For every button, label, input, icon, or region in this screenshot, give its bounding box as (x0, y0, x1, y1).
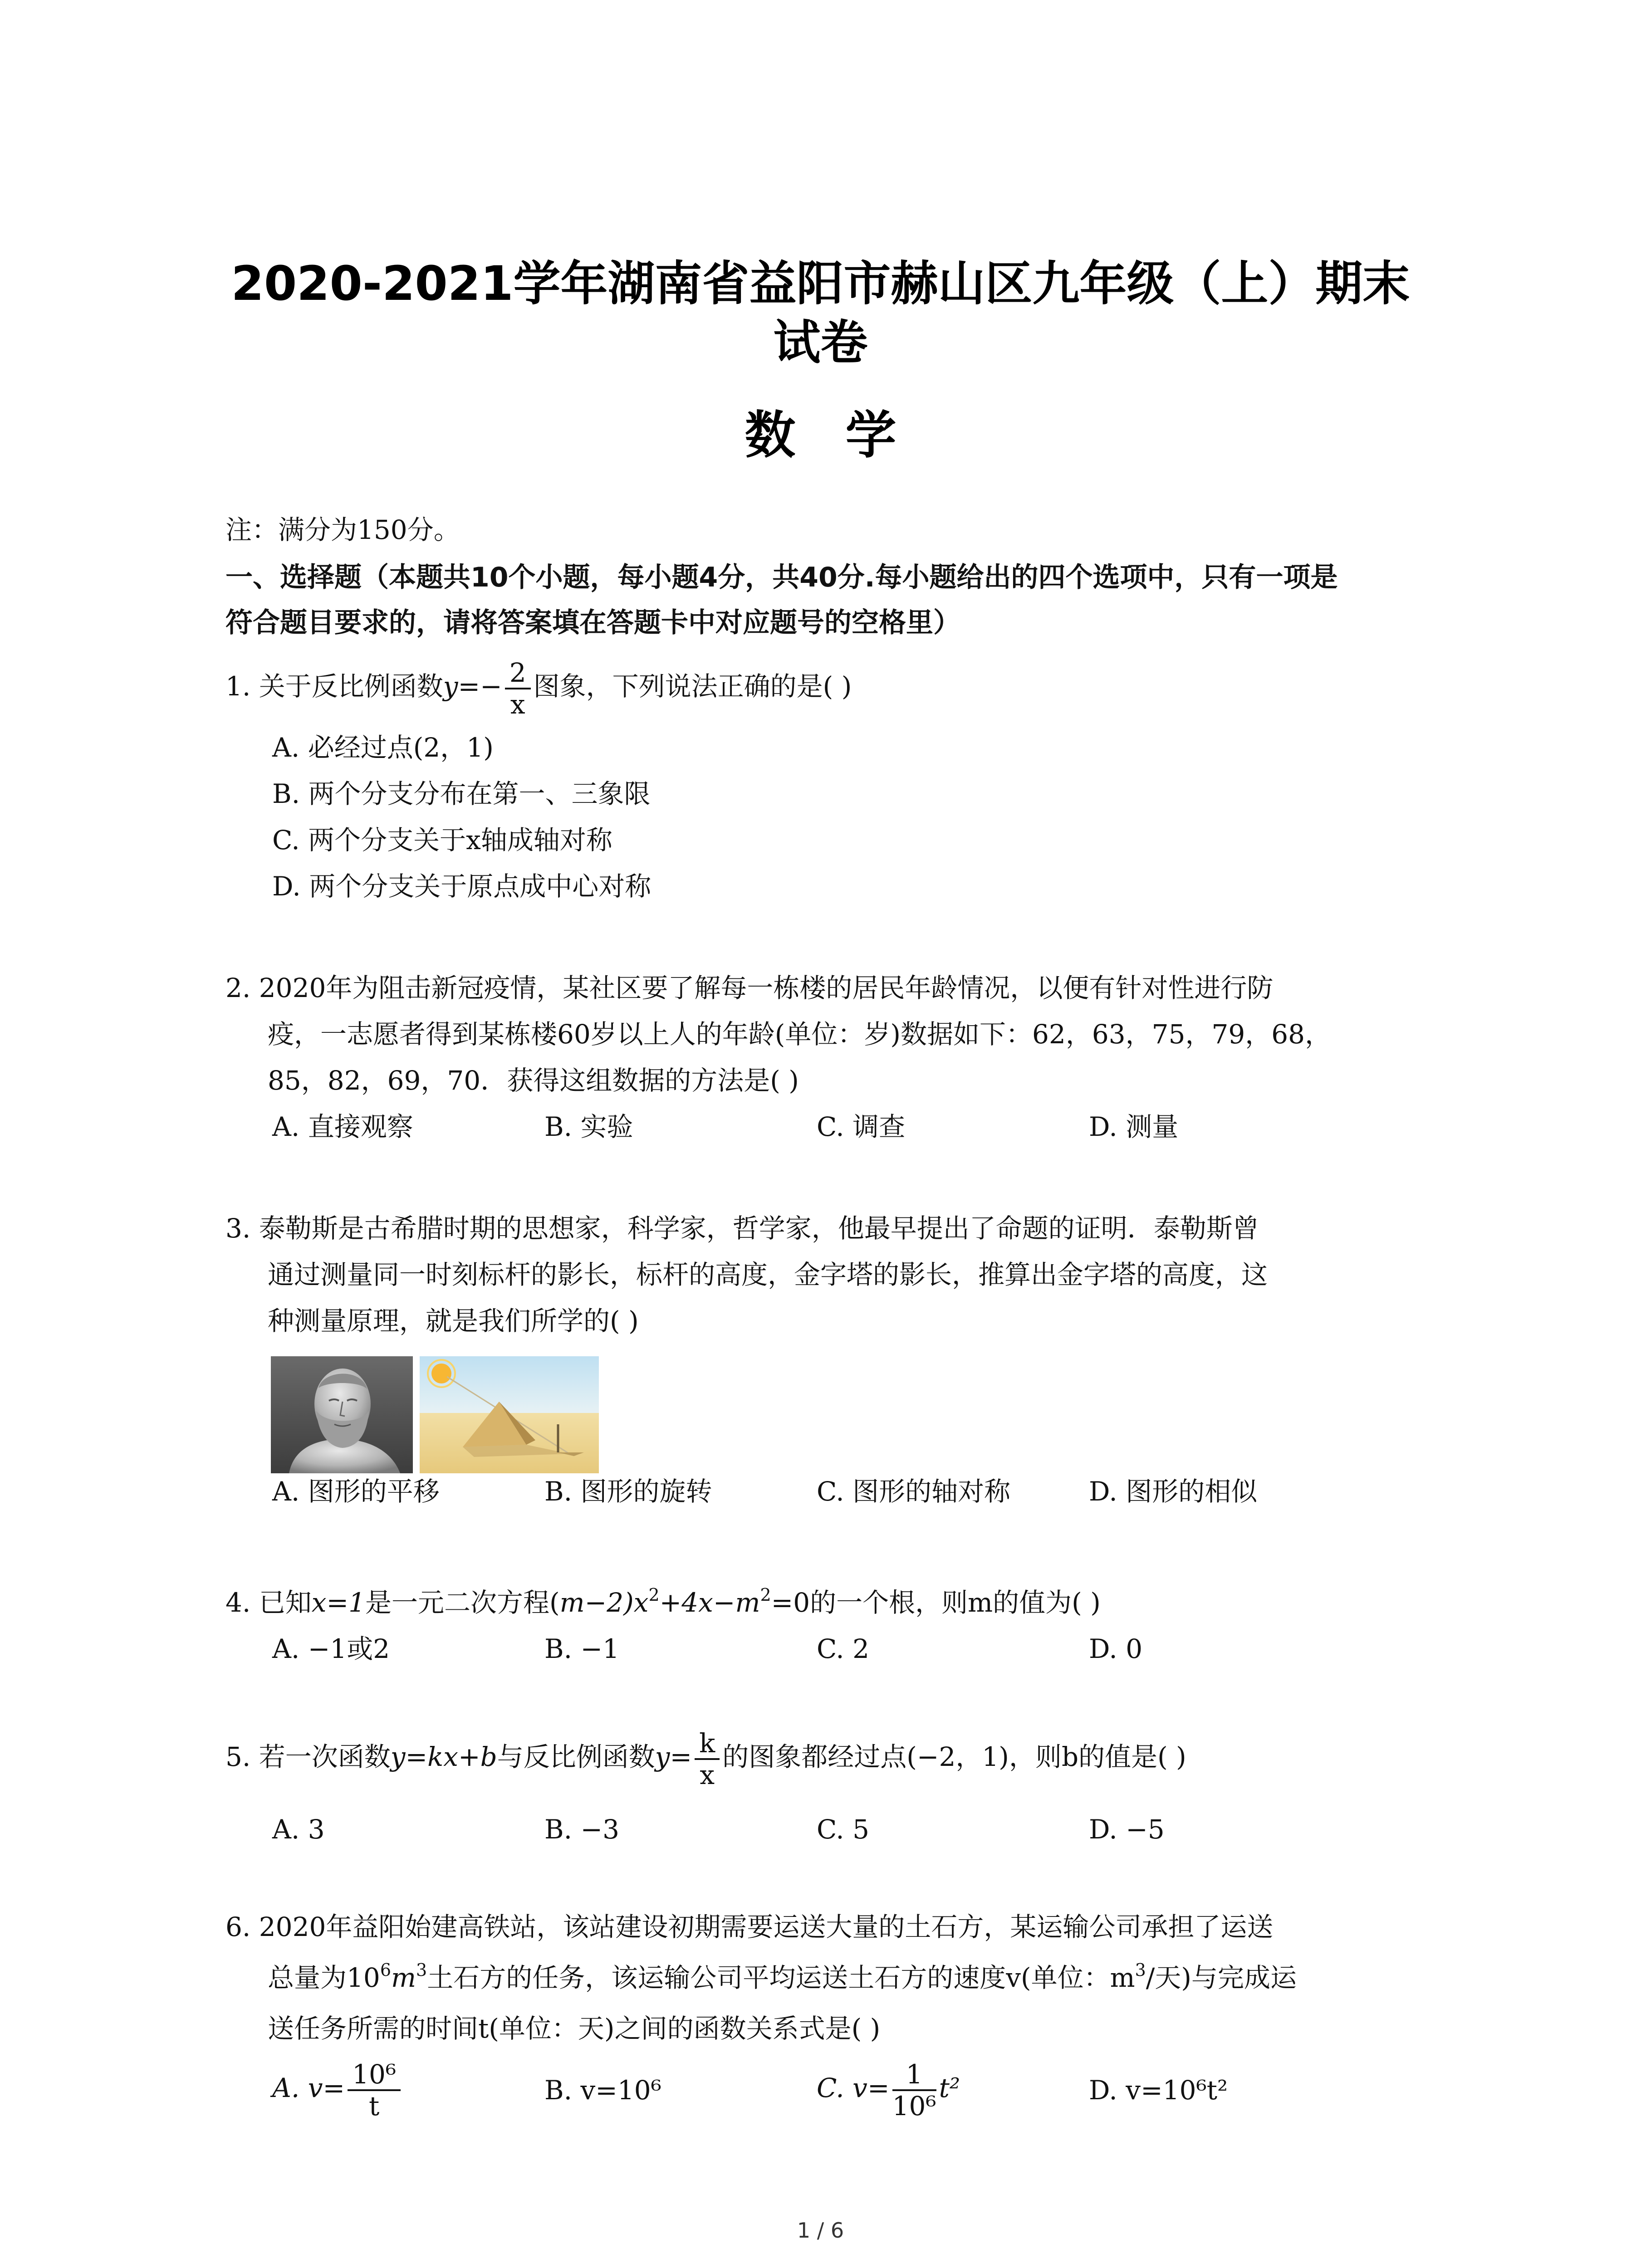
q6-option-c (817, 2059, 960, 2121)
q5-func: y= (655, 1741, 692, 1773)
q6-line3: 送任务所需的时间t(单位：天)之间的函数关系式是( ) (268, 2013, 881, 2044)
q5-fraction (695, 1728, 720, 1790)
q3-line2: 通过测量同一时刻标杆的影长，标杆的高度，金字塔的影长，推算出金字塔的高度，这 (268, 1259, 1268, 1290)
q4-term2: +4x−m (659, 1587, 760, 1618)
exam-title-line2: 试卷 (773, 315, 868, 370)
subject-title: 数学 (745, 406, 946, 465)
q1-func: y=− (443, 671, 502, 702)
q5-frac-den: x (700, 1760, 715, 1790)
q3-option-a: A. 图形的平移 (272, 1476, 440, 1507)
section1-heading-line2: 符合题目要求的，请将答案填在答题卡中对应题号的空格里） (225, 607, 960, 639)
q6-line2-d: /天)与完成运 (1146, 1962, 1297, 1993)
q6-line2 (268, 1960, 1297, 1995)
q6-line2-c: 土石方的任务，该运输公司平均运送土石方的速度v(单位：m (427, 1962, 1135, 1993)
q1-tail: 图象，下列说法正确的是( ) (533, 671, 852, 702)
q4-tail: =0的一个根，则m的值为( ) (771, 1587, 1101, 1618)
q5-option-c: C. 5 (817, 1814, 870, 1845)
q2-option-a: A. 直接观察 (272, 1111, 413, 1142)
q6-option-c-label: C. v= (817, 2072, 890, 2104)
q5-linear: y=kx+b (390, 1741, 497, 1773)
question-4 (225, 1585, 1101, 1620)
q4-option-a: A. −1或2 (272, 1633, 390, 1664)
q4-mid: 是一元二次方程( (365, 1587, 560, 1618)
q1-option-a: A. 必经过点(2，1) (272, 732, 494, 763)
page-number: 1 / 6 (797, 2218, 844, 2243)
q5-option-b: B. −3 (544, 1814, 619, 1845)
q1-frac-den: x (510, 689, 525, 720)
q6-line2-b: m (391, 1962, 416, 1993)
pyramid-shadow-image (420, 1356, 599, 1473)
q5-mid: 与反比例函数 (497, 1741, 655, 1773)
q6-line2-exp: 6 (380, 1960, 391, 1980)
q1-option-d: D. 两个分支关于原点成中心对称 (272, 871, 652, 902)
q3-line1: 3. 泰勒斯是古希腊时期的思想家，科学家，哲学家，他最早提出了命题的证明．泰勒斯曾 (225, 1213, 1259, 1244)
q2-option-b: B. 实验 (544, 1111, 633, 1142)
q1-option-c: C. 两个分支关于x轴成轴对称 (272, 825, 612, 855)
q5-option-d: D. −5 (1089, 1814, 1165, 1845)
section1-heading-line1: 一、选择题（本题共10个小题，每小题4分，共40分.每小题给出的四个选项中，只有一项是 (225, 562, 1338, 593)
thales-bust-image (271, 1356, 413, 1473)
question-1 (225, 658, 852, 719)
q2-line3: 85，82，69，70．获得这组数据的方法是( ) (268, 1065, 799, 1096)
q6-option-a-label: A. v= (272, 2072, 345, 2104)
q2-option-c: C. 调查 (817, 1111, 906, 1142)
q6-option-a (272, 2059, 403, 2121)
q6-option-a-den: t (369, 2091, 380, 2121)
q4-root: x=1 (311, 1587, 365, 1618)
q6-option-c-num: 1 (892, 2059, 936, 2091)
q6-line2-exp3: 3 (1135, 1960, 1146, 1980)
q5-tail: 的图象都经过点(−2，1)，则b的值是( ) (722, 1741, 1186, 1773)
q6-option-c-fraction (892, 2059, 936, 2121)
q1-fraction (505, 658, 531, 719)
q4-term1: m−2)x (559, 1587, 649, 1618)
q4-exp2: 2 (760, 1585, 771, 1605)
q5-frac-num: k (695, 1728, 720, 1760)
q3-option-d: D. 图形的相似 (1089, 1476, 1258, 1507)
q6-option-a-fraction (348, 2059, 401, 2121)
q6-line1: 6. 2020年益阳始建高铁站，该站建设初期需要运送大量的土石方，某运输公司承担了运送 (225, 1911, 1274, 1942)
q1-frac-num: 2 (505, 658, 531, 689)
q2-line2: 疫，一志愿者得到某栋楼60岁以上人的年龄(单位：岁)数据如下：62，63，75，79，68， (268, 1019, 1332, 1050)
q6-option-d: D. v=10⁶t² (1089, 2075, 1228, 2106)
q1-option-b: B. 两个分支分布在第一、三象限 (272, 778, 651, 809)
q3-option-b: B. 图形的旋转 (544, 1476, 712, 1507)
q4-option-c: C. 2 (817, 1633, 870, 1664)
q5-lead: 5. 若一次函数 (225, 1741, 391, 1773)
q6-option-c-tail: t² (939, 2072, 960, 2104)
q6-option-a-num: 10⁶ (348, 2059, 401, 2091)
q4-option-d: D. 0 (1089, 1633, 1143, 1664)
q2-line1: 2. 2020年为阻击新冠疫情，某社区要了解每一栋楼的居民年龄情况，以便有针对性进行防 (225, 973, 1274, 1003)
q4-exp1: 2 (648, 1585, 660, 1605)
q5-option-a: A. 3 (272, 1814, 325, 1845)
q4-option-b: B. −1 (544, 1633, 619, 1664)
q4-lead: 4. 已知 (225, 1587, 312, 1618)
exam-title-line1: 2020-2021学年湖南省益阳市赫山区九年级（上）期末 (231, 256, 1410, 311)
question-5 (225, 1728, 1186, 1790)
q1-lead: 1. 关于反比例函数 (225, 671, 443, 702)
q2-option-d: D. 测量 (1089, 1111, 1179, 1142)
q6-option-b: B. v=10⁶ (544, 2075, 661, 2106)
q6-line2-exp2: 3 (416, 1960, 427, 1980)
q6-line2-a: 总量为10 (268, 1962, 380, 1993)
q6-option-c-den: 10⁶ (892, 2091, 936, 2121)
score-note: 注：满分为150分。 (225, 514, 460, 545)
q3-line3: 种测量原理，就是我们所学的( ) (268, 1305, 639, 1336)
q3-option-c: C. 图形的轴对称 (817, 1476, 1011, 1507)
